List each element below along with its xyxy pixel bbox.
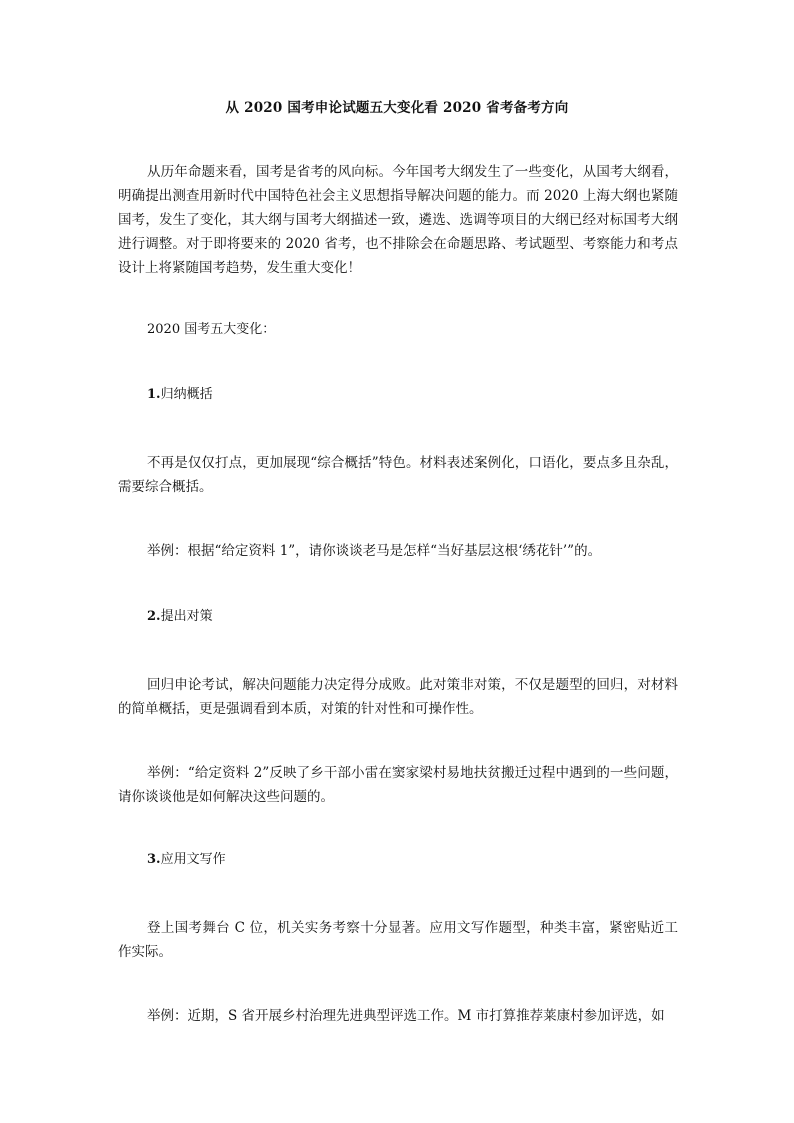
section-example-2: 举例：“给定资料 2”反映了乡干部小雷在窦家梁村易地扶贫搬迁过程中遇到的一些问题，请你谈谈他是如何解决这些问题的。 (118, 765, 678, 805)
section-title-1: 归纳概括 (160, 387, 213, 402)
section-number-3: 3. (147, 852, 161, 867)
section-example-3: 举例：近期，S 省开展乡村治理先进典型评选工作。M 市打算推荐莱康村参加评选，如 (147, 1008, 665, 1024)
section-number-2: 2. (147, 609, 161, 624)
section-heading-1 (147, 385, 647, 405)
section-heading-2 (147, 607, 647, 627)
intro-paragraph: 从历年命题来看，国考是省考的风向标。今年国考大纲发生了一些变化，从国考大纲看，明确提出测查用新时代中国特色社会主义思想指导解决问题的能力。而 2020 上海大纲也紧随国考，发生了变化，其大纲与国考大纲描述一致，遴选、选调等项目的大纲已经对标国考大纲进行调整。对于即将要来的 2020 省考，也不排除会在命题思路、考试题型、考察能力和考点设计上将紧随国考趋势，发生重大变化！ (118, 164, 678, 276)
changes-heading: 2020 国考五大变化： (147, 322, 276, 337)
section-body-2: 回归申论考试，解决问题能力决定得分成败。此对策非对策，不仅是题型的回归，对材料的简单概括，更是强调看到本质，对策的针对性和可操作性。 (118, 677, 678, 717)
document-title: 从 2020 国考申论试题五大变化看 2020 省考备考方向 (225, 100, 569, 116)
section-number-1: 1. (147, 387, 161, 402)
section-title-3: 应用文写作 (160, 852, 226, 867)
section-title-2: 提出对策 (160, 609, 213, 624)
section-example-1: 举例：根据“给定资料 1”，请你谈谈老马是怎样“当好基层这根‘绣花针’”的。 (147, 543, 602, 559)
section-heading-3 (147, 850, 647, 870)
section-body-3: 登上国考舞台 C 位，机关实务考察十分显著。应用文写作题型，种类丰富，紧密贴近工作实际。 (118, 920, 678, 960)
section-body-1: 不再是仅仅打点，更加展现“综合概括”特色。材料表述案例化，口语化，要点多且杂乱，需要综合概括。 (118, 455, 678, 495)
